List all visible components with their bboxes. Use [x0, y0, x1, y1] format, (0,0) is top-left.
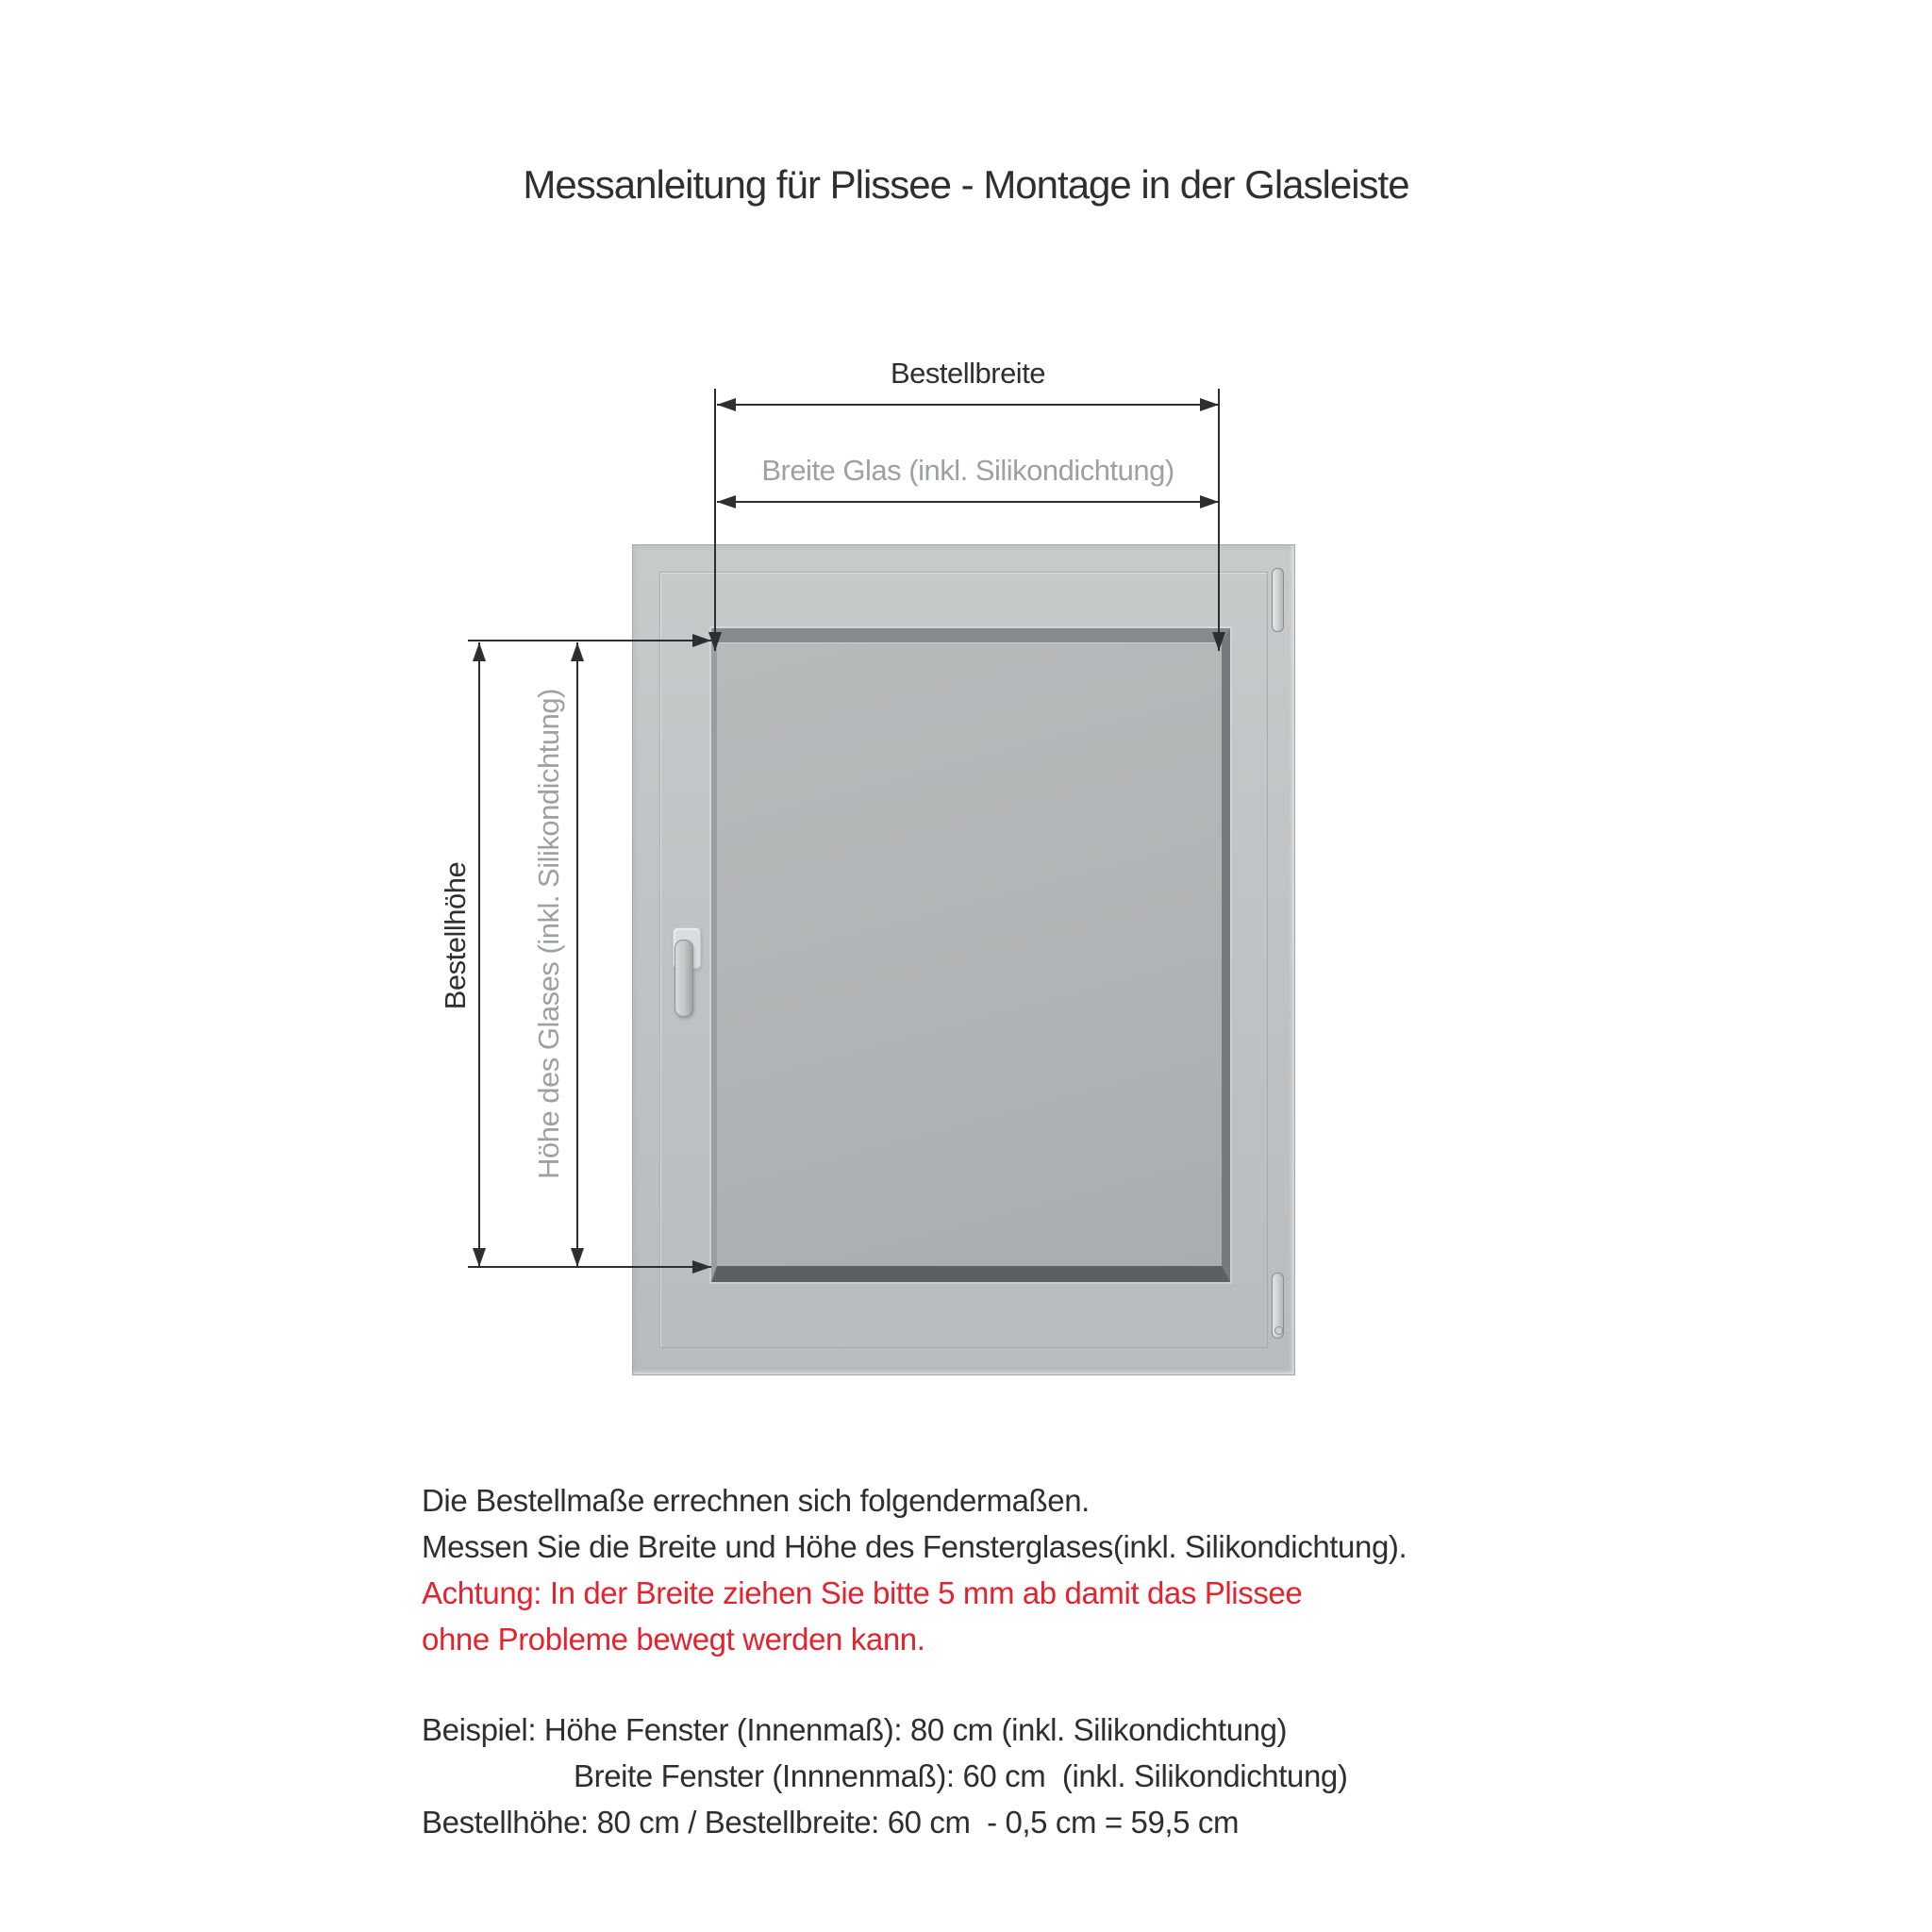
- dim-arrow-breite-glas: [717, 501, 1219, 503]
- example-block: [422, 1707, 1347, 1845]
- tick-line-bottom: [468, 1266, 711, 1268]
- window-glass: [711, 628, 1230, 1282]
- hinge-bottom-icon: [1272, 1273, 1284, 1339]
- instruction-line: Die Bestellmaße errechnen sich folgendermaßen.: [422, 1483, 1090, 1518]
- warning-line: ohne Probleme bewegt werden kann.: [422, 1622, 925, 1657]
- arrowhead-left-icon: [717, 495, 736, 508]
- arrowhead-right-icon: [1200, 398, 1219, 411]
- window-handle-icon: [675, 940, 693, 1017]
- dim-arrow-bestellhoehe: [478, 642, 480, 1267]
- dim-arrow-bestellbreite: [717, 404, 1219, 406]
- arrowhead-up-icon: [571, 642, 584, 661]
- window-illustration: [632, 544, 1295, 1375]
- extension-line-right: [1218, 389, 1220, 651]
- label-bestellbreite: Bestellbreite: [890, 357, 1046, 390]
- arrowhead-up-icon: [473, 642, 486, 661]
- example-line: Breite Fenster (Innnenmaß): 60 cm (inkl. Silikondichtung): [574, 1758, 1348, 1793]
- arrowhead-down-icon: [473, 1248, 486, 1267]
- label-hoehe-glas: Höhe des Glases (inkl. Silikondichtung): [532, 689, 565, 1179]
- hinge-pin-icon: [1274, 1326, 1283, 1335]
- arrowhead-down-icon: [571, 1248, 584, 1267]
- page-title: Messanleitung für Plissee - Montage in der Glasleiste: [523, 162, 1409, 207]
- example-line: Beispiel: Höhe Fenster (Innenmaß): 80 cm (inkl. Silikondichtung): [422, 1712, 1288, 1747]
- warning-line: Achtung: In der Breite ziehen Sie bitte 5 mm ab damit das Plissee: [422, 1575, 1303, 1610]
- arrowhead-left-icon: [717, 398, 736, 411]
- dim-arrow-hoehe-glas: [576, 642, 578, 1267]
- arrowhead-down-icon: [1212, 632, 1225, 651]
- hinge-top-icon: [1272, 568, 1284, 632]
- arrowhead-right-icon: [1200, 495, 1219, 508]
- extension-line-left: [714, 389, 716, 651]
- label-bestellhoehe: Bestellhöhe: [439, 861, 472, 1010]
- instruction-line: Messen Sie die Breite und Höhe des Fensterglases(inkl. Silikondichtung).: [422, 1529, 1407, 1564]
- example-line: Bestellhöhe: 80 cm / Bestellbreite: 60 cm - 0,5 cm = 59,5 cm: [422, 1805, 1240, 1840]
- arrowhead-right-icon: [692, 634, 711, 647]
- label-breite-glas: Breite Glas (inkl. Silikondichtung): [761, 454, 1174, 487]
- tick-line-top: [468, 640, 711, 641]
- instructions-block: [422, 1477, 1407, 1662]
- arrowhead-right-icon: [692, 1260, 711, 1274]
